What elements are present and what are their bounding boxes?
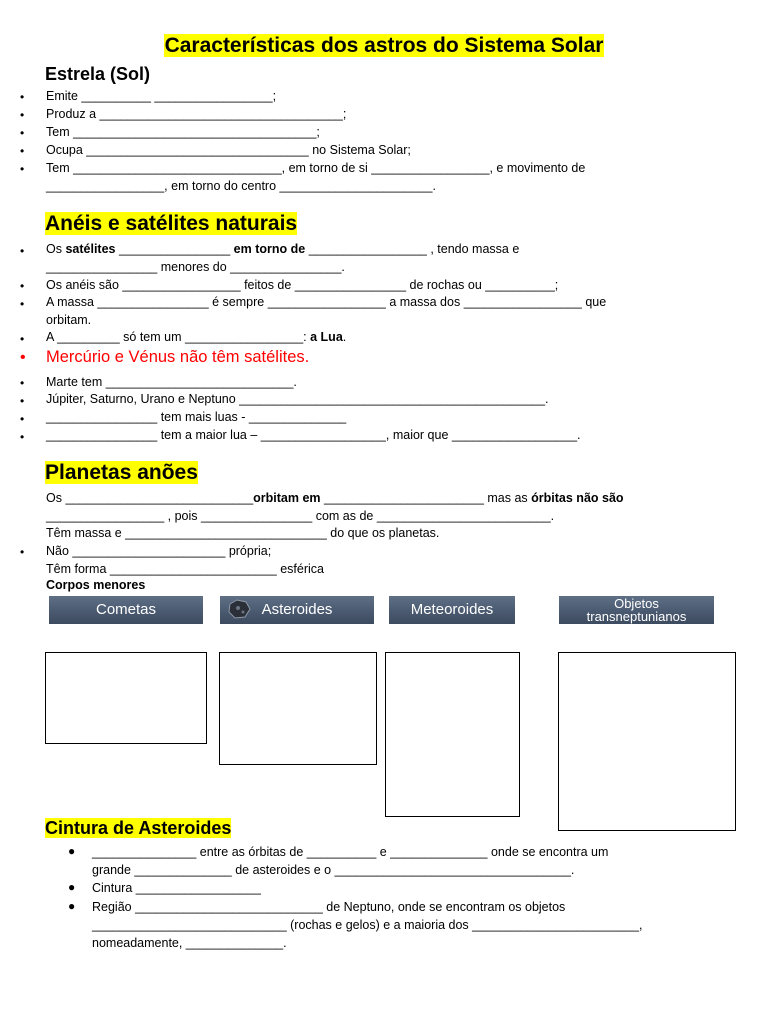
list-item: ________________ tem a maior lua – __________________, maior que __________________. [46, 428, 581, 442]
bullet: ● [68, 899, 76, 913]
bullet: • [20, 297, 25, 311]
list-item-continuation: grande ______________ de asteroides e o __________________________________. [92, 863, 575, 877]
bullet: • [20, 545, 25, 559]
list-item-continuation: nomeadamente, ______________. [92, 936, 287, 950]
list-item: _______________ entre as órbitas de __________ e ______________ onde se encontra um [92, 845, 609, 859]
list-item-continuation: ________________ menores do ________________. [46, 260, 345, 274]
highlight-note: Mercúrio e Vénus não têm satélites. [46, 348, 310, 366]
list-item: Região ___________________________ de Neptuno, onde se encontram os objetos [92, 900, 566, 914]
list-item: Júpiter, Saturno, Urano e Neptuno ____________________________________________. [46, 392, 549, 406]
list-item: Produz a ___________________________________; [46, 107, 347, 121]
paragraph-line: _________________ , pois ________________ com as de _________________________. [46, 509, 555, 523]
list-item: A massa ________________ é sempre _________________ a massa dos _________________ que [46, 295, 607, 309]
list-item-continuation: orbitam. [46, 313, 92, 327]
bullet: • [20, 412, 25, 426]
bullet: • [20, 90, 25, 104]
bullet: • [20, 126, 25, 140]
list-item: ________________ tem mais luas - ______________ [46, 410, 347, 424]
card-meteoroides: Meteoroides [389, 596, 515, 624]
paragraph-line: Têm massa e _____________________________ do que os planetas. [46, 526, 440, 540]
list-item: A _________ só tem um _________________: a Lua. [46, 330, 347, 344]
bullet: • [20, 430, 25, 444]
list-item-continuation: ____________________________ (rochas e gelos) e a maioria dos ________________________, [92, 918, 643, 932]
subheading-corpos-menores: Corpos menores [46, 578, 146, 592]
bullet: • [20, 332, 25, 346]
bullet: ● [68, 844, 76, 858]
list-item: Os anéis são _________________ feitos de ________________ de rochas ou __________; [46, 278, 559, 292]
bullet: • [20, 162, 25, 176]
list-item: Os satélites ________________ em torno de _________________ , tendo massa e [46, 242, 520, 256]
card-cometas: Cometas [49, 596, 203, 624]
section-heading-sol: Estrela (Sol) [45, 64, 151, 84]
section-heading-aneis: Anéis e satélites naturais [45, 212, 298, 235]
section-heading-cintura: Cintura de Asteroides [45, 818, 232, 838]
bullet: • [20, 279, 25, 293]
paragraph-line: Os ___________________________orbitam em _______________________ mas as órbitas não são [46, 491, 624, 505]
list-item: Tem ___________________________________; [46, 125, 320, 139]
bullet: • [20, 244, 25, 258]
paragraph-line: Têm forma ________________________ esférica [46, 562, 324, 576]
section-heading-planetas-anoes: Planetas anões [45, 461, 198, 484]
list-item: Ocupa ________________________________ no Sistema Solar; [46, 143, 411, 157]
list-item: Marte tem ___________________________. [46, 375, 297, 389]
page-title: Características dos astros do Sistema Solar [164, 34, 604, 57]
answer-box-meteoroides[interactable] [385, 652, 520, 817]
bullet: • [20, 394, 25, 408]
bullet: • [20, 376, 25, 390]
list-item: Emite __________ _________________; [46, 89, 277, 103]
card-asteroides: Asteroides [220, 596, 374, 624]
list-item-continuation: _________________, em torno do centro ______________________. [46, 179, 436, 193]
bullet: • [20, 144, 25, 158]
answer-box-objetos-transneptunianos[interactable] [558, 652, 736, 831]
bullet: • [20, 108, 25, 122]
answer-box-asteroides[interactable] [219, 652, 377, 765]
card-objetos-transneptunianos: Objetos transneptunianos [559, 596, 714, 624]
asteroid-icon [226, 598, 252, 620]
list-item: Tem ______________________________, em torno de si _________________, e movimento de [46, 161, 586, 175]
list-item: Não ______________________ própria; [46, 544, 272, 558]
bullet: ● [68, 880, 76, 894]
bullet: • [20, 349, 26, 366]
answer-box-cometas[interactable] [45, 652, 207, 744]
list-item: Cintura __________________ [92, 881, 261, 895]
